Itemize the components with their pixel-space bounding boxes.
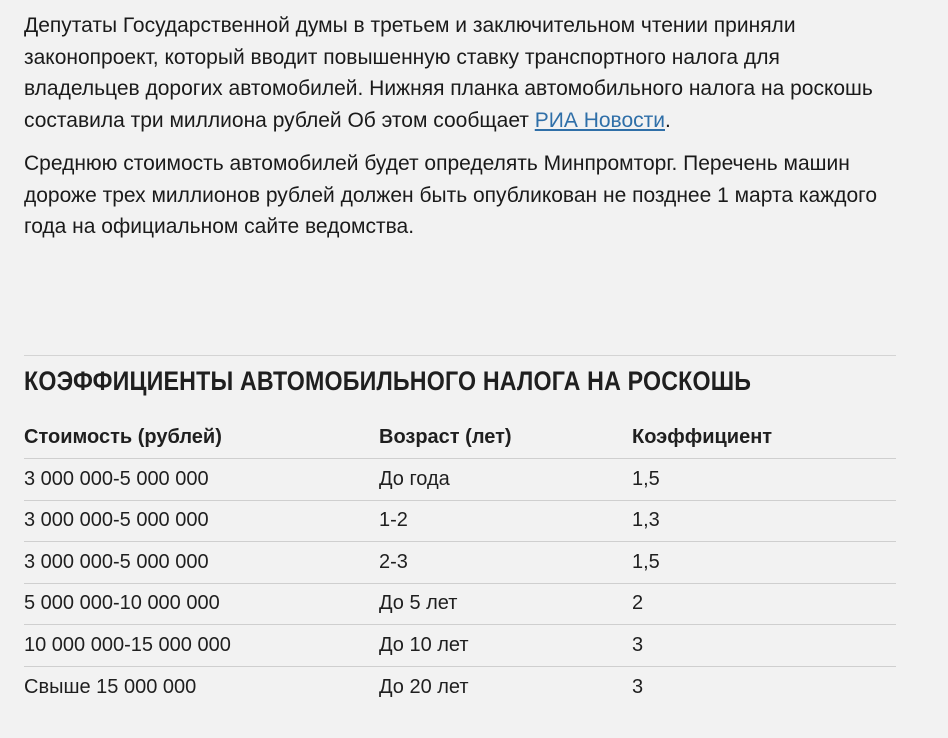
ria-novosti-link[interactable]: РИА Новости bbox=[534, 108, 665, 132]
table-title: КОЭФФИЦИЕНТЫ АВТОМОБИЛЬНОГО НАЛОГА НА РОСКОШЬ bbox=[24, 366, 752, 396]
coefficients-table bbox=[24, 416, 896, 708]
cell-coefficient: 2 bbox=[632, 592, 644, 615]
paragraph-1-text: Депутаты Государственной думы в третьем и заключительном чтении приняли законопроект, который вводит повышенную ставку транспортного налога для владельцев дорогих автомобилей. Нижняя планка автомобильного налога на роскошь составила три миллиона рублей Об этом сообщает bbox=[24, 14, 873, 132]
cell-cost: 3 000 000-5 000 000 bbox=[24, 509, 209, 532]
cell-cost: 5 000 000-10 000 000 bbox=[24, 592, 220, 615]
header-age: Возраст (лет) bbox=[379, 425, 512, 448]
cell-age: 1-2 bbox=[379, 509, 408, 532]
table-row bbox=[24, 459, 896, 501]
cell-age: До 20 лет bbox=[379, 675, 469, 698]
header-coefficient: Коэффициент bbox=[632, 425, 773, 448]
table-row bbox=[24, 667, 896, 709]
cell-age: 2-3 bbox=[379, 550, 408, 573]
cell-coefficient: 3 bbox=[632, 675, 644, 698]
cell-age: До 10 лет bbox=[379, 633, 469, 656]
table-row bbox=[24, 584, 896, 626]
cell-cost: 3 000 000-5 000 000 bbox=[24, 550, 209, 573]
cell-coefficient: 1,3 bbox=[632, 509, 660, 532]
cell-age: До 5 лет bbox=[379, 592, 458, 615]
paragraph-1-end: . bbox=[665, 108, 671, 132]
cell-age: До года bbox=[379, 467, 450, 490]
cell-coefficient: 3 bbox=[632, 633, 644, 656]
cell-cost: 3 000 000-5 000 000 bbox=[24, 467, 209, 490]
paragraph-1 bbox=[24, 10, 884, 136]
header-cost: Стоимость (рублей) bbox=[24, 425, 222, 448]
table-header-row bbox=[24, 416, 896, 459]
cell-coefficient: 1,5 bbox=[632, 467, 660, 490]
table-row bbox=[24, 542, 896, 584]
cell-cost: Свыше 15 000 000 bbox=[24, 675, 197, 698]
section-divider bbox=[24, 355, 896, 356]
table-row bbox=[24, 625, 896, 667]
cell-cost: 10 000 000-15 000 000 bbox=[24, 633, 231, 656]
cell-coefficient: 1,5 bbox=[632, 550, 660, 573]
table-row bbox=[24, 501, 896, 543]
paragraph-2: Среднюю стоимость автомобилей будет определять Минпромторг. Перечень машин дороже трех миллионов рублей должен быть опубликован не позднее 1 марта каждого года на официальном сайте ведомства. bbox=[24, 152, 878, 238]
